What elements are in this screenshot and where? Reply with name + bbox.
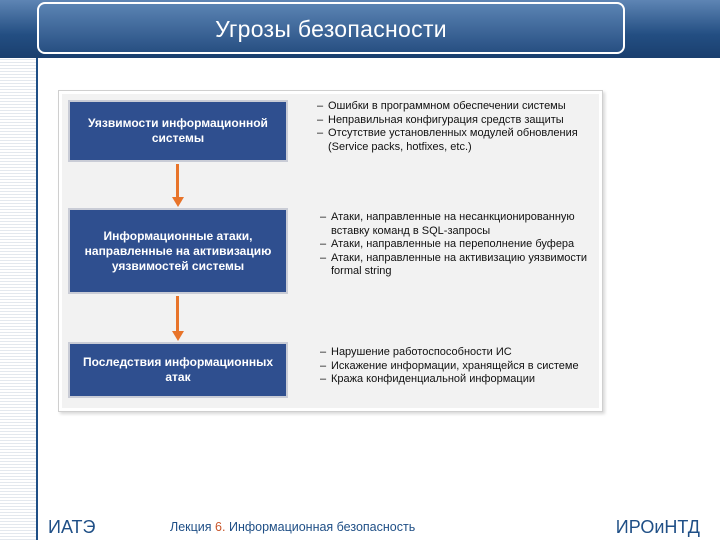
vulnerabilities-box <box>68 100 288 162</box>
flow-arrow-down-2 <box>172 296 184 342</box>
footer-lecture <box>170 520 415 534</box>
attacks-box-label: Информационные атаки, направленные на активизацию уязвимостей системы <box>84 228 272 273</box>
consequences-box <box>68 342 288 398</box>
list-item: – Неправильная конфигурация средств защиты <box>317 114 592 128</box>
footer-institute: ИАТЭ <box>48 517 96 537</box>
vulnerabilities-list <box>317 100 592 154</box>
list-item: – Атаки, направленные на несанкционированную вставку команд в SQL-запросы <box>320 211 595 238</box>
list-item: – Кража конфиденциальной информации <box>320 373 595 387</box>
list-item: – Ошибки в программном обеспечении системы <box>317 100 592 114</box>
list-item: – Атаки, направленные на переполнение буфера <box>320 238 595 252</box>
diagram-background <box>62 94 599 408</box>
consequences-list <box>320 346 595 387</box>
left-divider-line <box>36 58 38 540</box>
attacks-box <box>68 208 288 294</box>
consequences-box-label: Последствия информационных атак <box>82 355 274 384</box>
list-item: – Атаки, направленные на активизацию уязвимости formal string <box>320 252 595 279</box>
vulnerabilities-box-label: Уязвимости информационной системы <box>88 116 268 145</box>
list-item: – Искажение информации, хранящейся в системе <box>320 360 595 374</box>
title-box <box>37 2 625 54</box>
flow-arrow-down-1 <box>172 164 184 208</box>
list-item: – Отсутствие установленных модулей обновления (Service packs, hotfixes, etc.) <box>317 127 592 154</box>
footer-lecture-prefix: Лекция <box>170 520 212 534</box>
left-decorative-stripes <box>0 0 36 540</box>
attacks-list <box>320 211 595 279</box>
footer-lecture-title: Информационная безопасность <box>228 520 416 534</box>
footer-department: ИРОиНТД <box>615 517 700 537</box>
list-item: – Нарушение работоспособности ИС <box>320 346 595 360</box>
slide-title: Угрозы безопасности <box>215 16 447 42</box>
security-threats-diagram <box>58 90 603 412</box>
title-bar <box>0 0 720 58</box>
footer-lecture-number: 6. <box>215 520 226 534</box>
